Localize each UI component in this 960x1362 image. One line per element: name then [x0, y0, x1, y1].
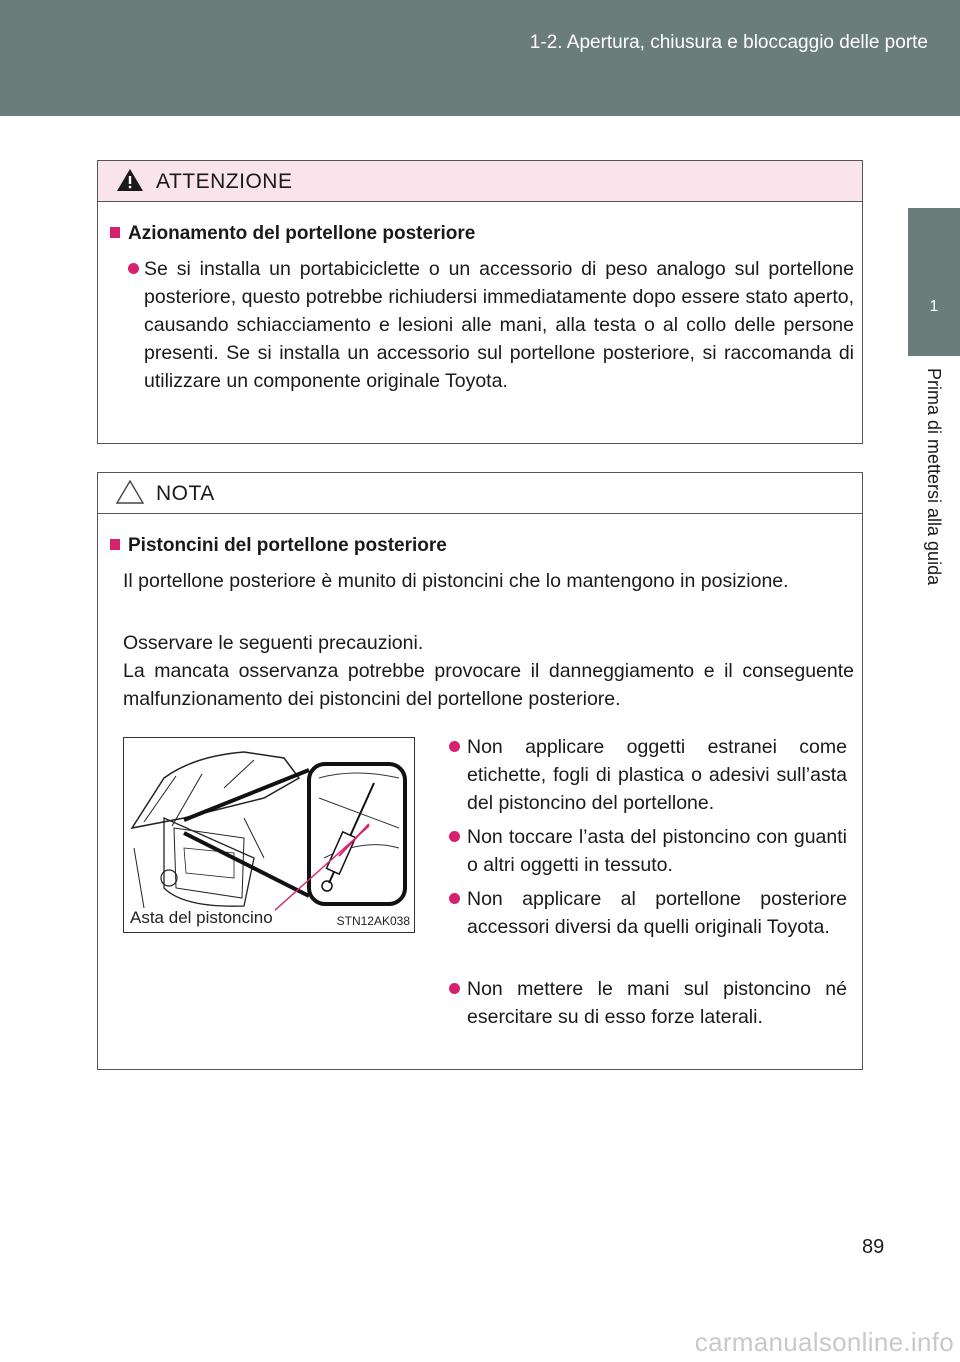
note-paragraph-1: Il portellone posteriore è munito di pistoncini che lo mantengono in posizione.: [123, 570, 789, 592]
note-bullet-3: Non applicare al portellone posteriore accessori diversi da quelli originali Toyota.: [467, 888, 847, 938]
attention-bullet-text: Se si installa un portabiciclette o un accessorio di peso analogo sul portellone posteriore, questo potrebbe richiudersi immediatamente dopo essere stato aperto, causando schiacciamento e lesioni alle mani, alla testa o al collo delle persone presenti. Se si installa un accessorio sul portellone posteriore, si raccomanda di utilizzare un componente originale Toyota.: [144, 258, 854, 392]
chapter-tab: [908, 208, 960, 356]
bullet-icon: [449, 983, 460, 994]
watermark: carmanualsonline.info: [694, 1327, 954, 1357]
note-heading: NOTA: [156, 482, 215, 505]
bullet-icon: [449, 741, 460, 752]
square-bullet-icon: [110, 539, 120, 550]
image-caption: Asta del pistoncino: [130, 908, 273, 927]
page-number: 89: [862, 1236, 885, 1258]
note-header: [98, 473, 862, 514]
bullet-icon: [449, 831, 460, 842]
chapter-title: 1-2. Apertura, chiusura e bloccaggio delle porte: [529, 32, 928, 53]
caution-outline-icon: [116, 479, 144, 505]
note-bullet-1: Non applicare oggetti estranei come etichette, fogli di plastica o adesivi sull’asta del pistoncino del portellone.: [467, 736, 847, 814]
attention-section-title: [110, 223, 475, 245]
tailgate-strut-drawing: [124, 738, 414, 932]
note-section-title: [110, 535, 447, 557]
tailgate-strut-illustration: [123, 737, 415, 933]
chapter-side-label: Prima di mettersi alla guida: [924, 368, 944, 586]
note-paragraph-2-line-2: La mancata osservanza potrebbe provocare il danneggiamento e il conseguente malfunzionamento dei pistoncini del portellone posteriore.: [123, 660, 854, 710]
attention-section-label: Azionamento del portellone posteriore: [128, 223, 476, 244]
note-section-label: Pistoncini del portellone posteriore: [128, 535, 447, 556]
note-bullet-4: Non mettere le mani sul pistoncino né esercitare su di esso forze laterali.: [467, 978, 847, 1028]
note-bullet-2: Non toccare l’asta del pistoncino con guanti o altri oggetti in tessuto.: [467, 826, 847, 876]
attention-header: [98, 161, 862, 202]
chapter-number: 1: [929, 298, 939, 315]
note-paragraph-2-line-1: Osservare le seguenti precauzioni.: [123, 632, 424, 654]
image-code: STN12AK038: [336, 914, 410, 928]
bullet-icon: [128, 263, 139, 274]
attention-box: [97, 160, 863, 444]
bullet-icon: [449, 893, 460, 904]
attention-heading: ATTENZIONE: [156, 170, 293, 193]
warning-icon: [116, 167, 144, 193]
square-bullet-icon: [110, 227, 120, 238]
page-header: [0, 0, 960, 116]
